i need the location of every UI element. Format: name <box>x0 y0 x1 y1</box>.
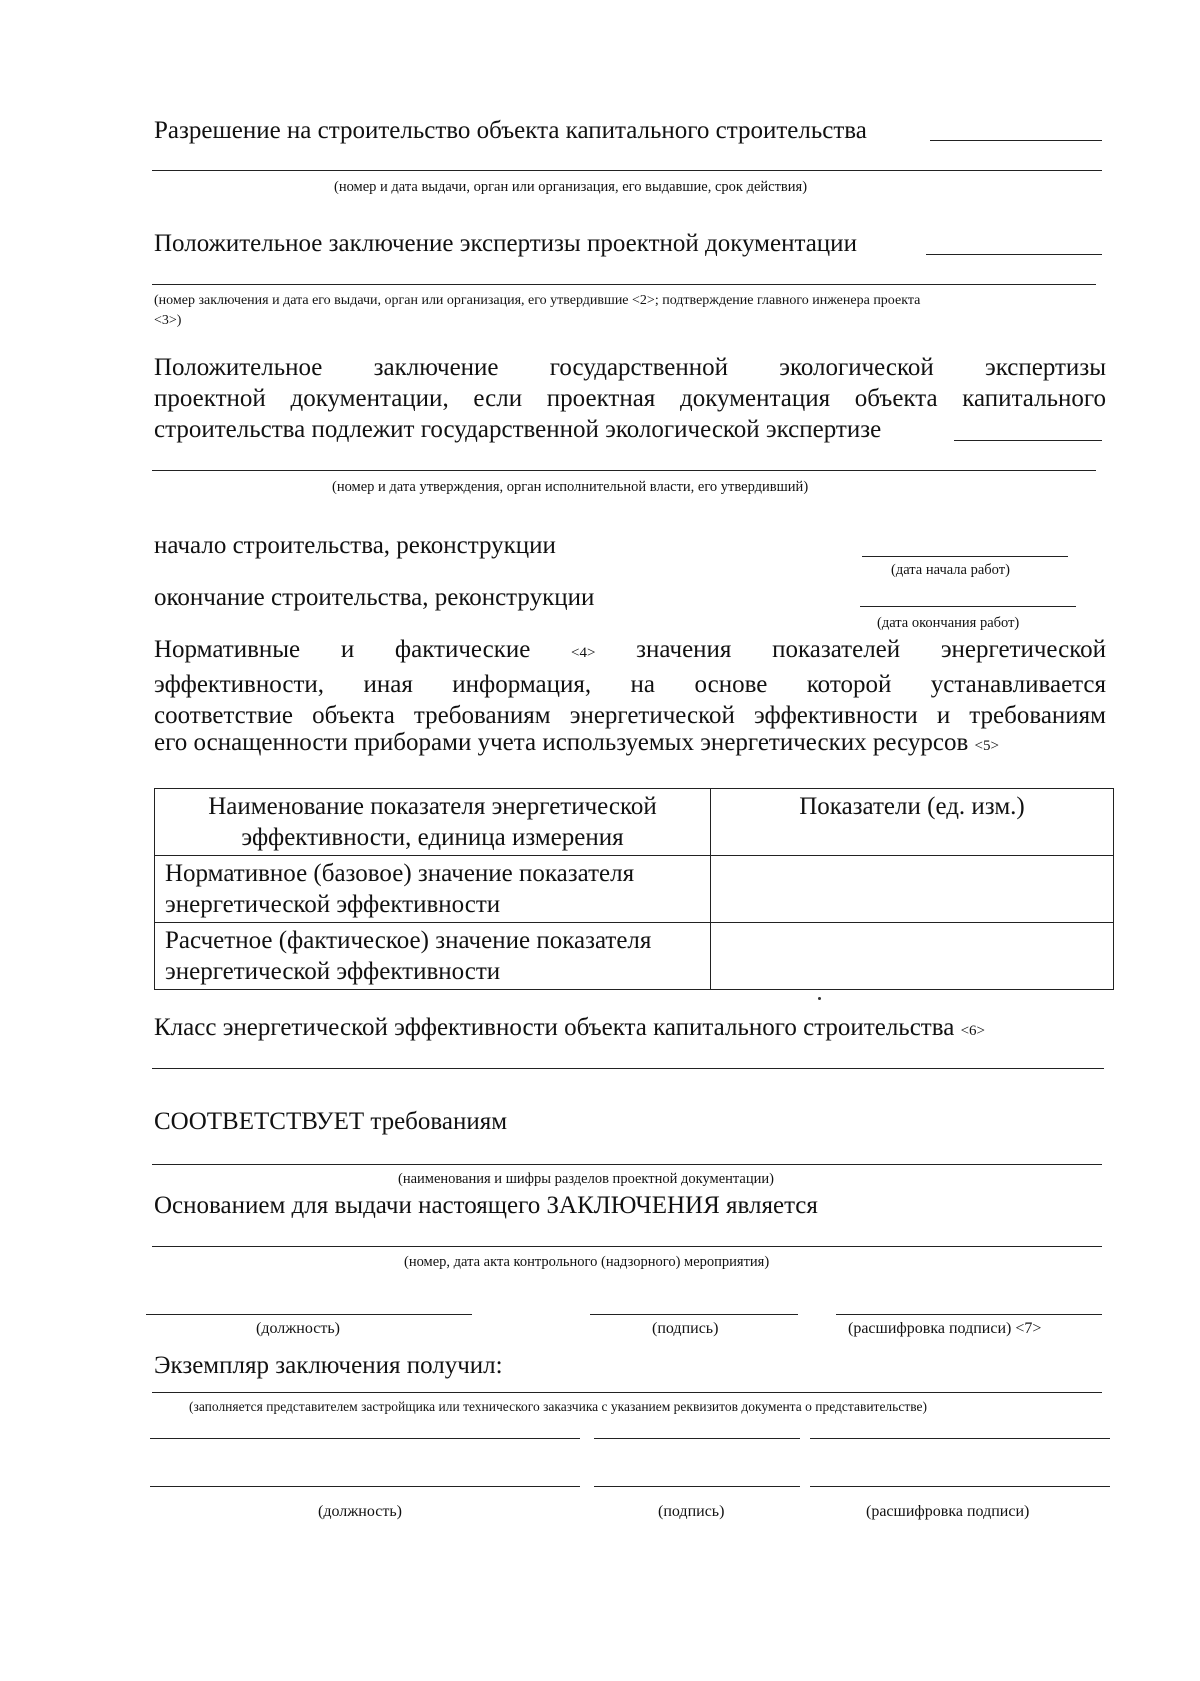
eco-expertise-caption: (номер и дата утверждения, орган исполнительной власти, его утвердивший) <box>332 479 809 495</box>
table-header-name: Наименование показателя энергетической эффективности, единица измерения <box>155 789 711 856</box>
sig2-decode-caption: (расшифровка подписи) <box>866 1503 1030 1520</box>
sig1-decode-text: (расшифровка подписи) <box>848 1320 1012 1337</box>
sig2-position-field[interactable] <box>150 1486 580 1487</box>
eco-expertise-line2: проектной документации, если проектная документация объекта капитального <box>154 385 1106 412</box>
permit-caption: (номер и дата выдачи, орган или организация, его выдавшие, срок действия) <box>334 179 808 195</box>
basis-caption: (номер, дата акта контрольного (надзорного) мероприятия) <box>404 1254 770 1270</box>
energy-line1-b: значения показателей энергетической <box>636 636 1106 663</box>
table-row-value-actual[interactable] <box>711 923 1114 990</box>
start-date-field[interactable] <box>862 556 1068 557</box>
sig2-decode-field[interactable] <box>810 1486 1110 1487</box>
table-row <box>155 856 1114 923</box>
receipt-field-1[interactable] <box>152 1392 1102 1393</box>
energy-class-label <box>154 1012 985 1047</box>
eco-field-line-1[interactable] <box>954 440 1102 441</box>
start-date-label: начало строительства, реконструкции <box>154 532 556 559</box>
energy-line4 <box>154 727 999 762</box>
end-date-caption: (дата окончания работ) <box>877 615 1020 631</box>
table-header-value: Показатели (ед. изм.) <box>711 789 1114 856</box>
sig1-position-caption: (должность) <box>256 1320 340 1337</box>
basis-field[interactable] <box>152 1246 1102 1247</box>
energy-ref-6: <6> <box>960 1023 985 1039</box>
sig1-ref-7: <7> <box>1015 1320 1042 1337</box>
energy-line4-text: его оснащенности приборами учета используемых энергетических ресурсов <box>154 729 969 756</box>
energy-line1-a: Нормативные и фактические <box>154 636 531 663</box>
basis-text-a: Основанием для выдачи настоящего <box>154 1192 541 1219</box>
expertise-field-line-2[interactable] <box>152 284 1096 285</box>
compliance-text: требованиям <box>370 1108 508 1135</box>
energy-class-field[interactable] <box>152 1068 1104 1069</box>
table-row-name-normative: Нормативное (базовое) значение показателя энергетической эффективности <box>155 856 711 923</box>
energy-indicators-table <box>154 788 1114 990</box>
end-date-field[interactable] <box>860 606 1076 607</box>
sig1-signature-caption: (подпись) <box>652 1320 719 1337</box>
sig2-signature-caption: (подпись) <box>658 1503 725 1520</box>
scan-speck <box>818 997 821 1000</box>
permit-field-line-1[interactable] <box>930 140 1102 141</box>
eco-expertise-paragraph <box>154 352 1106 414</box>
energy-line1 <box>154 634 1106 669</box>
end-date-label: окончание строительства, реконструкции <box>154 584 595 611</box>
table-row-name-actual: Расчетное (фактическое) значение показателя энергетической эффективности <box>155 923 711 990</box>
sig1-position-field[interactable] <box>146 1314 472 1315</box>
receipt-field-2c[interactable] <box>810 1438 1110 1439</box>
eco-field-line-2[interactable] <box>152 470 1096 471</box>
compliance-label <box>154 1106 507 1137</box>
sig1-decode-caption <box>848 1320 1041 1338</box>
eco-expertise-line3: строительства подлежит государственной экологической экспертизе <box>154 416 882 443</box>
energy-line2: эффективности, иная информация, на основе которой устанавливается <box>154 671 1106 698</box>
compliance-caption: (наименования и шифры разделов проектной документации) <box>398 1171 774 1187</box>
sig1-decode-field[interactable] <box>836 1314 1102 1315</box>
basis-label <box>154 1190 818 1221</box>
sig2-position-caption: (должность) <box>318 1503 402 1520</box>
eco-expertise-line1: Положительное заключение государственной экологической экспертизы <box>154 354 1106 381</box>
basis-text-c: является <box>726 1192 818 1219</box>
energy-ref-5: <5> <box>974 738 999 754</box>
receipt-field-2b[interactable] <box>594 1438 800 1439</box>
sig1-signature-field[interactable] <box>590 1314 798 1315</box>
permit-label: Разрешение на строительство объекта капитального строительства <box>154 117 867 144</box>
receipt-caption: (заполняется представителем застройщика или технического заказчика с указанием реквизитов документа о представительстве) <box>189 1399 927 1414</box>
energy-class-text: Класс энергетической эффективности объекта капитального строительства <box>154 1014 955 1041</box>
expertise-caption-line2: <3>) <box>154 313 182 328</box>
compliance-field[interactable] <box>152 1164 1102 1165</box>
basis-text-b: ЗАКЛЮЧЕНИЯ <box>546 1192 720 1219</box>
sig2-signature-field[interactable] <box>594 1486 800 1487</box>
receipt-field-2a[interactable] <box>150 1438 580 1439</box>
receipt-label: Экземпляр заключения получил: <box>154 1352 503 1379</box>
energy-paragraph <box>154 634 1106 731</box>
table-row-value-normative[interactable] <box>711 856 1114 923</box>
start-date-caption: (дата начала работ) <box>891 562 1010 578</box>
expertise-caption-line1: (номер заключения и дата его выдачи, орган или организация, его утвердившие <2>; подтверждение главного инженера проекта <box>154 293 921 308</box>
expertise-field-line-1[interactable] <box>926 254 1102 255</box>
table-row <box>155 923 1114 990</box>
energy-ref-4: <4> <box>571 645 596 661</box>
compliance-word: СООТВЕТСТВУЕТ <box>154 1108 365 1135</box>
permit-field-line-2[interactable] <box>152 170 1102 171</box>
energy-line3: соответствие объекта требованиям энергетической эффективности и требованиям <box>154 702 1106 729</box>
expertise-label: Положительное заключение экспертизы проектной документации <box>154 230 857 257</box>
table-header-row <box>155 789 1114 856</box>
